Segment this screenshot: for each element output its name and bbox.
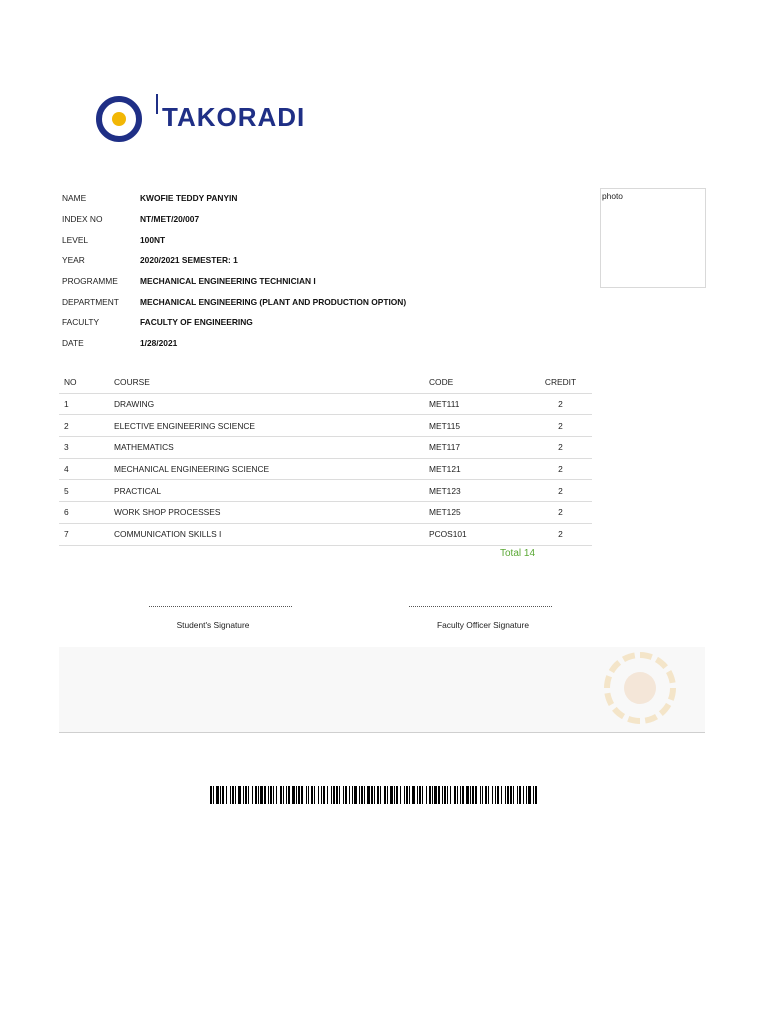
barcode-bar: [537, 786, 538, 804]
cell-code: MET111: [429, 393, 529, 415]
cell-credit: 2: [529, 458, 592, 480]
table-row: [59, 502, 592, 524]
cell-course: MECHANICAL ENGINEERING SCIENCE: [114, 458, 429, 480]
cell-no: 4: [59, 458, 114, 480]
courses-table: [59, 372, 592, 546]
info-value: KWOFIE TEDDY PANYIN: [140, 193, 238, 204]
info-label: FACULTY: [62, 317, 100, 328]
info-label: DEPARTMENT: [62, 296, 119, 307]
table-row: [59, 437, 592, 459]
cell-credit: 2: [529, 480, 592, 502]
table-row: [59, 458, 592, 480]
info-label: DATE: [62, 338, 84, 349]
table-row: [59, 415, 592, 437]
cell-no: 7: [59, 523, 114, 545]
student-info: [62, 188, 406, 354]
student-signature-label: Student's Signature: [176, 620, 250, 630]
info-label: INDEX NO: [62, 214, 103, 225]
cell-course: ELECTIVE ENGINEERING SCIENCE: [114, 415, 429, 437]
gear-emblem-icon: [96, 96, 142, 142]
logo-text: TAKORADI: [162, 102, 306, 132]
info-value: FACULTY OF ENGINEERING: [140, 317, 253, 328]
info-value: MECHANICAL ENGINEERING TECHNICIAN I: [140, 276, 316, 287]
info-value: MECHANICAL ENGINEERING (PLANT AND PRODUCTION OPTION): [140, 296, 407, 307]
cell-course: MATHEMATICS: [114, 437, 429, 459]
info-label: YEAR: [62, 255, 85, 266]
cell-code: MET123: [429, 480, 529, 502]
header-credit: CREDIT: [529, 372, 592, 393]
info-row-name: [62, 188, 406, 209]
header-code: CODE: [429, 372, 529, 393]
university-logo: [96, 92, 306, 132]
cell-credit: 2: [529, 437, 592, 459]
faculty-signature-line: [409, 606, 552, 607]
cell-credit: 2: [529, 415, 592, 437]
photo-placeholder: [600, 188, 706, 288]
cell-course: PRACTICAL: [114, 480, 429, 502]
barcode: [210, 786, 542, 804]
cell-credit: 2: [529, 502, 592, 524]
cell-credit: 2: [529, 393, 592, 415]
total-credits: Total 14: [500, 548, 536, 559]
cell-code: MET125: [429, 502, 529, 524]
table-header-row: [59, 372, 592, 393]
student-signature-line: [149, 606, 292, 607]
info-label: PROGRAMME: [62, 276, 118, 287]
cell-code: MET115: [429, 415, 529, 437]
cell-no: 5: [59, 480, 114, 502]
cell-no: 1: [59, 393, 114, 415]
university-seal-watermark-icon: [604, 652, 676, 724]
faculty-signature-label: Faculty Officer Signature: [436, 620, 529, 630]
cell-no: 6: [59, 502, 114, 524]
table-row: [59, 480, 592, 502]
info-value: 100NT: [140, 234, 166, 245]
info-row-faculty: [62, 312, 406, 333]
cell-code: PCOS101: [429, 523, 529, 545]
info-label: NAME: [62, 193, 87, 204]
info-row-year: [62, 250, 406, 271]
cell-course: WORK SHOP PROCESSES: [114, 502, 429, 524]
info-row-level: [62, 229, 406, 250]
header-course: COURSE: [114, 372, 429, 393]
cell-course: COMMUNICATION SKILLS I: [114, 523, 429, 545]
table-row: [59, 393, 592, 415]
table-row: [59, 523, 592, 545]
info-row-index: [62, 209, 406, 230]
cell-code: MET117: [429, 437, 529, 459]
info-row-date: [62, 333, 406, 354]
cell-no: 2: [59, 415, 114, 437]
photo-label: photo: [602, 191, 623, 201]
cell-code: MET121: [429, 458, 529, 480]
info-value: 1/28/2021: [140, 338, 178, 349]
cell-credit: 2: [529, 523, 592, 545]
cell-no: 3: [59, 437, 114, 459]
info-value: NT/MET/20/007: [140, 214, 200, 225]
info-row-department: [62, 291, 406, 312]
cell-course: DRAWING: [114, 393, 429, 415]
info-value: 2020/2021 SEMESTER: 1: [140, 255, 238, 266]
header-no: NO: [59, 372, 114, 393]
info-row-programme: [62, 271, 406, 292]
logo-divider: [156, 94, 158, 114]
info-label: LEVEL: [62, 234, 89, 245]
